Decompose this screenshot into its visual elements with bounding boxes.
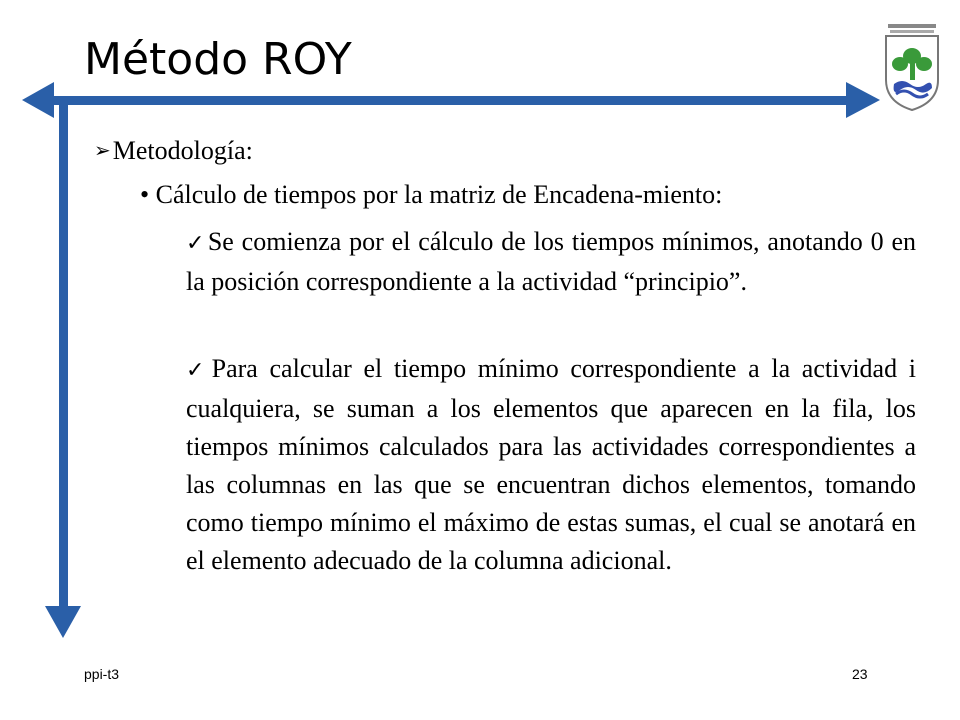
level2-bullet: • Cálculo de tiempos por la matriz de Encadena-miento: [140, 180, 723, 209]
level1-heading [94, 136, 253, 166]
checklist-item-2 [186, 350, 916, 580]
page-number: 23 [852, 666, 868, 682]
slide-title: Método ROY [84, 34, 352, 85]
level1-text: Metodología: [112, 136, 253, 165]
checkmark-icon: ✓ [186, 231, 206, 256]
footer-label: ppi-t3 [84, 666, 120, 682]
point1-text: Se comienza por el cálculo de los tiempos mínimos, anotando 0 en la posición correspondiente a la actividad “principio”. [186, 227, 917, 296]
arrowhead-bullet-icon: ➢ [94, 140, 111, 162]
point2-text: Para calcular el tiempo mínimo correspondiente a la actividad i cualquiera, se suman a los elementos que aparecen en la fila, los tiempos mínimos calculados para las actividades correspondientes a las columnas en las que se encuentran dichos elementos, tomando como tiempo mínimo el máximo de estas sumas, el cual se anotará en el elemento adecuado de la columna adicional. [186, 354, 916, 575]
university-crest-logo [880, 18, 944, 114]
checkmark-icon: ✓ [186, 358, 210, 383]
checklist-item-1 [186, 223, 916, 301]
